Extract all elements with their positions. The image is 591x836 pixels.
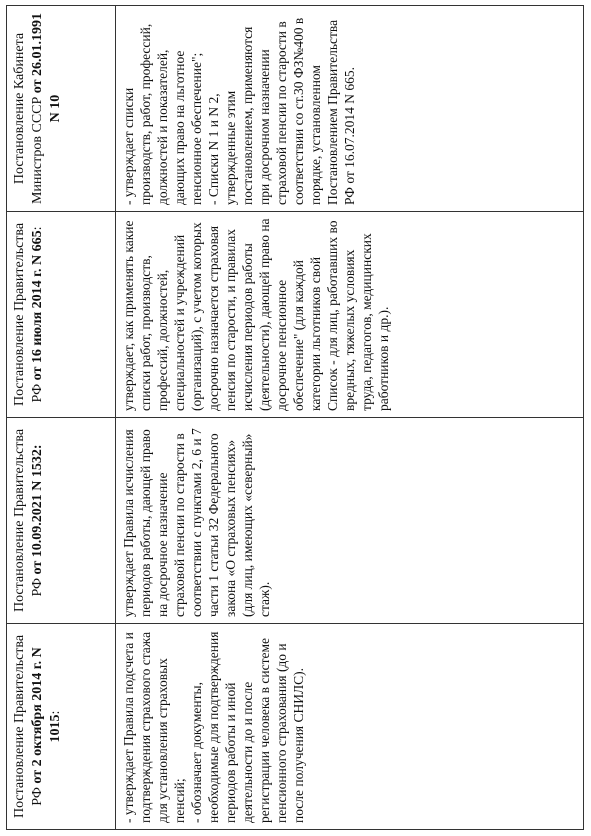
table-body-row — [116, 6, 584, 830]
body-paragraph: - утверждает списки производств, работ, профессий, должностей и показателей, дающих право на льготное пенсионное обеспечение"; — [121, 23, 204, 205]
rotated-table-container — [6, 6, 584, 830]
header-title-prefix: Постановление Правительства РФ — [12, 634, 45, 819]
body-cell-1015 — [116, 624, 584, 830]
header-title-bold: от 16 июля 2014 г. N 665 — [30, 230, 45, 381]
header-title-bold: от 10.09.2021 N 1532: — [30, 444, 45, 575]
body-paragraph: - утверждает Правила подсчета и подтверждения страхового стажа для установления страховых пенсий; — [121, 631, 187, 823]
header-cell-1532 — [7, 418, 116, 624]
body-cell-665 — [116, 212, 584, 418]
header-cell-665 — [7, 212, 116, 418]
body-paragraph: утверждает, как применять какие списки работ, производств, профессий, должностей, специальностей и учреждений (организаций), с учетом которых досрочно назначается страховая пенсия по старости, и правилах исчисления периодов работы (деятельности), дающей право на досрочное пенсионное обеспечение" (для каждой категории льготников свой Список - для лиц, работавших во вредных, тяжелых условиях труда, педагогов, медицинских работников и др.). — [121, 218, 391, 411]
header-title-bold: от 26.01.1991 N 10 — [30, 12, 63, 123]
table-header-row — [7, 6, 116, 830]
header-title-suffix: : — [48, 710, 63, 715]
header-cell-ussr-10 — [7, 6, 116, 212]
body-paragraph: утверждает Правила исчисления периодов работы, дающей право на досрочное назначение страховой пенсии по старости в соответствии с пунктами 2, 6 и 7 части 1 статьи 32 Федерального закона «О страховых пенсиях» (для лиц, имеющих «северный» стаж). — [121, 428, 272, 617]
body-paragraph: - обозначает документы, необходимые для подтверждения периодов работы и иной деятельности до и после регистрации человека в системе пенсионного страхования (до и после получения СНИЛС). — [189, 631, 306, 823]
header-title-prefix: Постановление Правительства РФ — [12, 222, 45, 407]
legal-acts-table — [6, 5, 584, 830]
header-title-suffix: : — [30, 226, 45, 231]
header-cell-1015 — [7, 624, 116, 830]
body-paragraph: - Списки N 1 и N 2, утвержденные этим постановлением, применяются при досрочном назначении страховой пенсии по старости в соответствии со ст.30 ФЗ№400 в порядке, установленном Постановлением Правительства РФ от 16.07.2014 N 665. — [206, 17, 357, 205]
header-title-prefix: Постановление Кабинета Министров СССР — [12, 32, 45, 205]
header-title-prefix: Постановление Правительства РФ — [12, 428, 45, 613]
body-cell-1532 — [116, 418, 584, 624]
header-title-bold: от 2 октября 2014 г. N 1015 — [30, 647, 63, 784]
body-cell-ussr-10 — [116, 6, 584, 212]
